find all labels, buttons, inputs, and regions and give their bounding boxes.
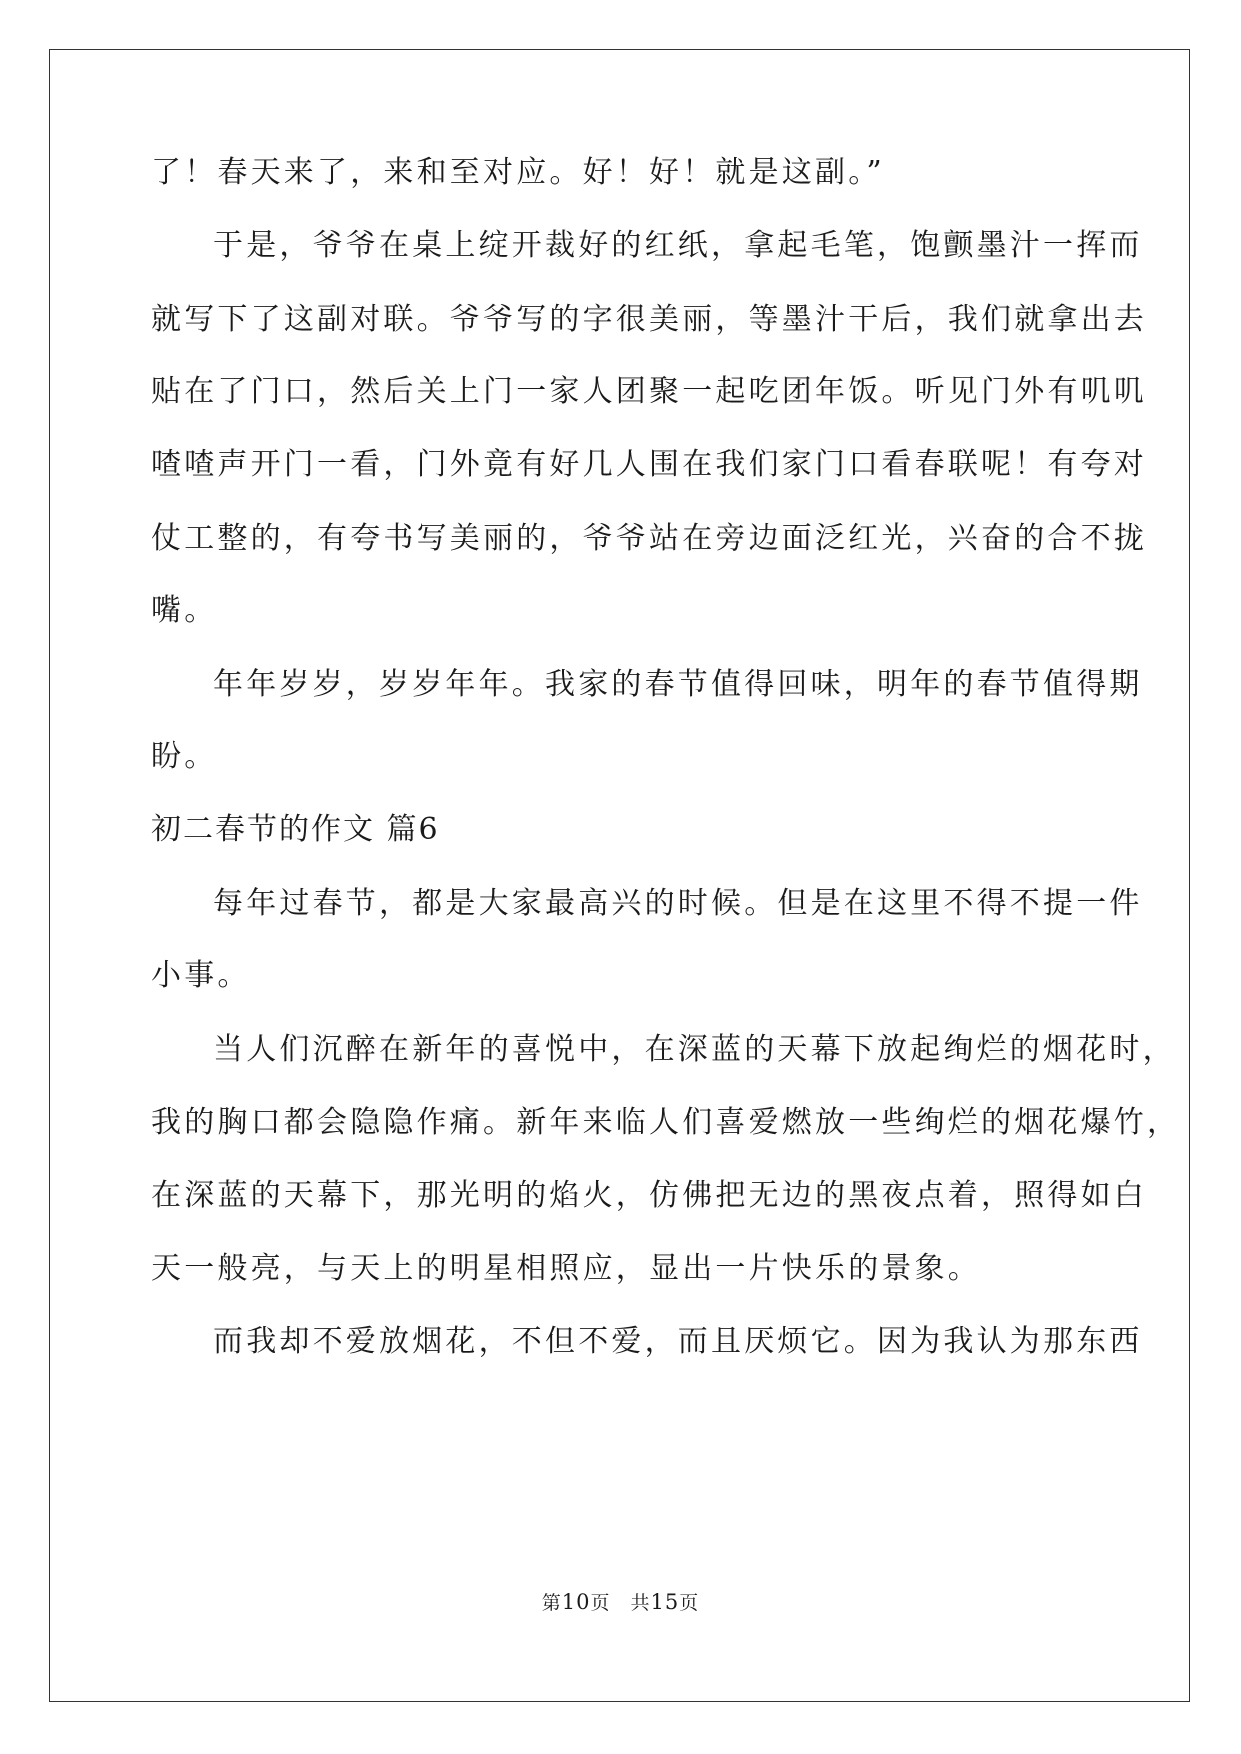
page-number-footer (0, 1589, 1241, 1616)
page-suffix: 页 (679, 1592, 700, 1614)
text-line: 嘴。 (151, 593, 218, 628)
paragraph-first-line: 于是，爷爷在桌上绽开裁好的红纸，拿起毛笔，饱颤墨汁一挥而 (213, 228, 1143, 263)
text-line: 天一般亮，与天上的明星相照应，显出一片快乐的景象。 (151, 1251, 981, 1286)
paragraph-first-line: 而我却不爱放烟花，不但不爱，而且厌烦它。因为我认为那东西 (213, 1324, 1143, 1359)
page-prefix: 第 (541, 1592, 562, 1614)
page-border (49, 49, 1190, 1702)
text-line: 在深蓝的天幕下，那光明的焰火，仿佛把无边的黑夜点着，照得如白 (151, 1178, 1147, 1213)
section-heading: 初二春节的作文 篇6 (151, 812, 440, 847)
text-line: 小事。 (151, 958, 251, 993)
current-page-number: 10 (561, 1590, 591, 1614)
text-line: 贴在了门口，然后关上门一家人团聚一起吃团年饭。听见门外有叽叽 (151, 374, 1147, 409)
total-page-number: 15 (650, 1590, 680, 1614)
text-line: 喳喳声开门一看，门外竟有好几人围在我们家门口看春联呢！有夸对 (151, 447, 1147, 482)
text-line: 仗工整的，有夸书写美丽的，爷爷站在旁边面泛红光，兴奋的合不拢 (151, 521, 1147, 556)
text-line: 就写下了这副对联。爷爷写的字很美丽，等墨汁干后，我们就拿出去 (151, 302, 1147, 337)
paragraph-first-line: 年年岁岁，岁岁年年。我家的春节值得回味，明年的春节值得期 (213, 667, 1143, 702)
paragraph-first-line: 当人们沉醉在新年的喜悦中，在深蓝的天幕下放起绚烂的烟花时， (213, 1032, 1176, 1067)
paragraph-first-line: 每年过春节，都是大家最高兴的时候。但是在这里不得不提一件 (213, 886, 1143, 921)
text-line: 了！春天来了，来和至对应。好！好！就是这副。” (151, 155, 885, 190)
text-line: 盼。 (151, 739, 218, 774)
text-line: 我的胸口都会隐隐作痛。新年来临人们喜爱燃放一些绚烂的烟花爆竹， (151, 1105, 1181, 1140)
page-mid-text: 页 共 (590, 1592, 651, 1614)
